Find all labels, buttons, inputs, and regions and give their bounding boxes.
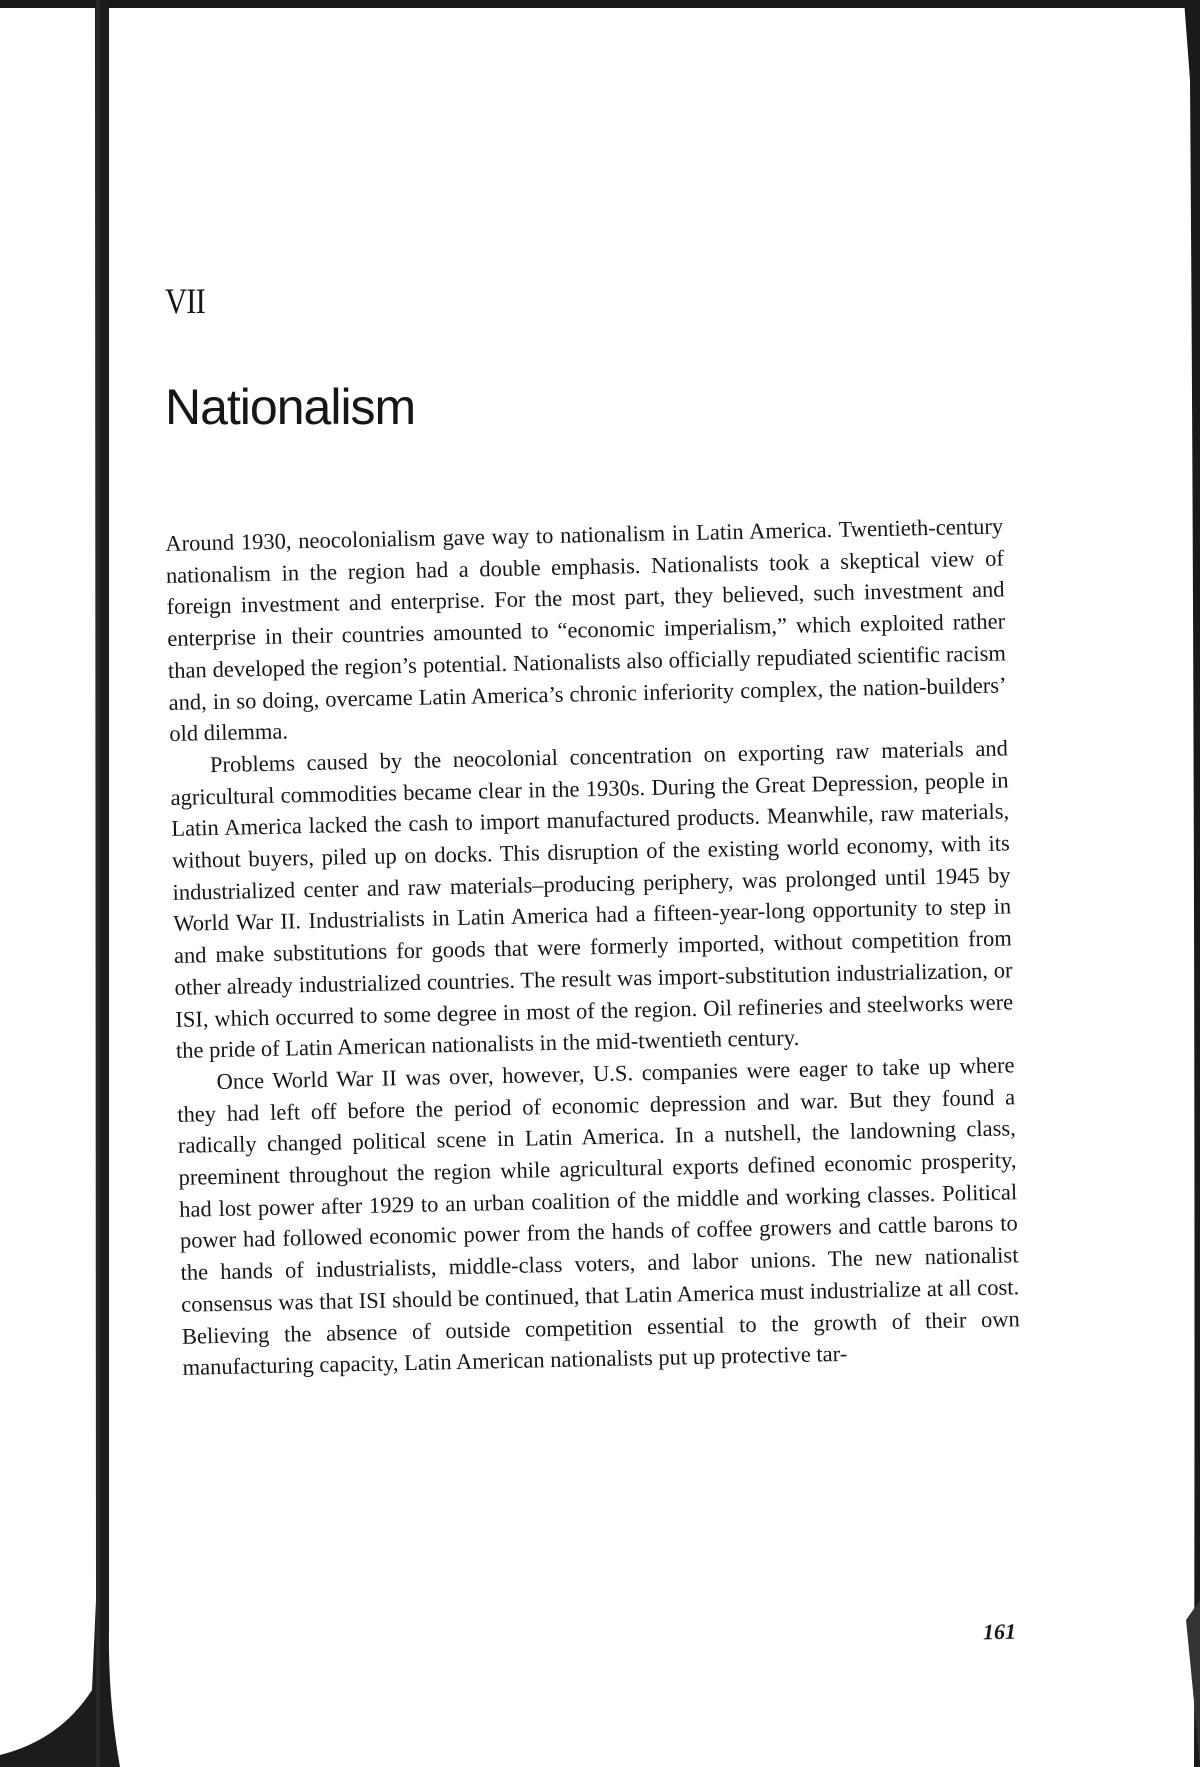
chapter-number: VII (165, 281, 205, 321)
body-text (165, 510, 1021, 1383)
chapter-title: Nationalism (165, 379, 416, 435)
paragraph-1: Around 1930, neocolonialism gave way to nationalism in Latin America. Twentieth-century nationalism in the region had a double emphasis. Nationalists took a skeptical view of foreign investment and enterprise. For the most part, they believed, such investment and enterprise in their countries amounted to “economic imperialism,” which exploited rather than developed the region’s potential. Nationalists also officially repudiated scientific racism and, in so doing, overcame Latin America’s chronic inferiority complex, the nation-builders’ old dilemma. (165, 513, 1007, 747)
paragraph-2: Problems caused by the neocolonial concentration on exporting raw materials and agricultural commodities became clear in the 1930s. During the Great Depression, people in Latin America lacked the cash to import manufactured products. Meanwhile, raw materials, without buyers, piled up on docks. This disruption of the existing world economy, with its industrialized center and raw materials–producing periphery, was prolonged until 1945 by World War II. Industrialists in Latin America had a fifteen-year-long opportunity to step in and make substitutions for goods that were formerly imported, without competition from other already industrialized countries. The result was import-substitution industrialization, or ISI, which occurred to some degree in most of the region. Oil refineries and steelworks were the pride of Latin American nationalists in the mid-twentieth century. (170, 735, 1014, 1064)
book-spine-shadow (0, 0, 120, 1767)
page-edge-shadow (1180, 0, 1200, 1767)
page-number: 161 (982, 1618, 1017, 1645)
scan-top-edge (0, 0, 1200, 8)
paragraph-3: Once World War II was over, however, U.S. companies were eager to take up where they had left off before the period of economic depression and war. But they found a radically changed political scene in Latin America. In a nutshell, the landowning class, preeminent throughout the region while agricultural exports defined economic prosperity, had lost power after 1929 to an urban coalition of the middle and working classes. Political power had followed economic power from the hands of coffee growers and cattle barons to the hands of industrialists, middle-class voters, and labor unions. The new nationalist consensus was that ISI should be continued, that Latin America must industrialize at all cost. Believing the absence of outside competition essential to the growth of their own manufacturing capacity, Latin American nationalists put up protective tar- (177, 1052, 1021, 1381)
